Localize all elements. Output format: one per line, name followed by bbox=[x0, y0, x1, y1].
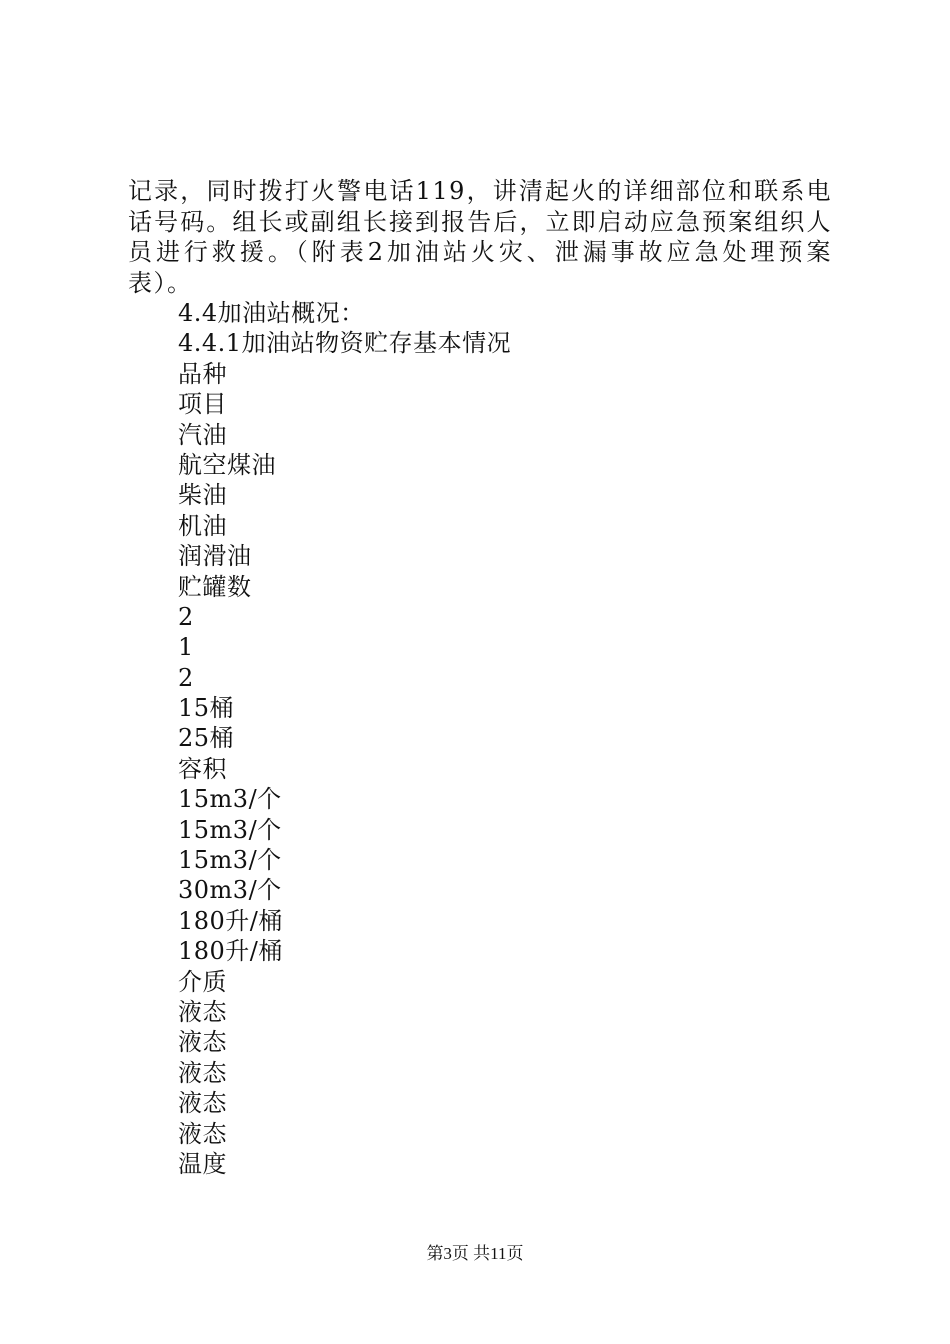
text-line: 15m3/个 bbox=[178, 815, 282, 844]
text-line: 介质 bbox=[178, 967, 227, 996]
text-line: 容积 bbox=[178, 754, 227, 783]
text-line: 柴油 bbox=[178, 481, 227, 510]
body-paragraph: 记录，同时拨打火警电话119，讲清起火的详细部位和联系电话号码。组长或副组长接到报告后，立即启动应急预案组织人员进行救援。（附表2加油站火灾、泄漏事故应急处理预案表）。 bbox=[128, 177, 832, 297]
text-line: 180升/桶 bbox=[178, 937, 283, 966]
text-line: 15桶 bbox=[178, 694, 235, 723]
text-line: 汽油 bbox=[178, 420, 227, 449]
text-line: 品种 bbox=[178, 359, 227, 388]
page-footer: 第3页 共11页 bbox=[426, 1244, 524, 1263]
text-line: 润滑油 bbox=[178, 542, 252, 571]
text-line: 180升/桶 bbox=[178, 906, 283, 935]
text-line: 25桶 bbox=[178, 724, 235, 753]
text-line: 2 bbox=[178, 602, 194, 631]
subsection-heading: 4.4.1加油站物资贮存基本情况 bbox=[178, 329, 512, 358]
text-line: 液态 bbox=[178, 1058, 227, 1087]
text-line: 2 bbox=[178, 663, 194, 692]
text-line: 30m3/个 bbox=[178, 876, 282, 905]
text-line: 液态 bbox=[178, 1119, 227, 1148]
section-heading: 4.4加油站概况： bbox=[178, 299, 365, 327]
text-line: 机油 bbox=[178, 511, 227, 540]
text-line: 1 bbox=[178, 633, 194, 662]
text-line: 15m3/个 bbox=[178, 846, 282, 875]
text-line: 项目 bbox=[178, 390, 227, 419]
content-lines bbox=[178, 298, 511, 1179]
text-line: 15m3/个 bbox=[178, 785, 282, 814]
text-line: 液态 bbox=[178, 997, 227, 1026]
text-line: 液态 bbox=[178, 1028, 227, 1057]
text-line: 贮罐数 bbox=[178, 572, 252, 601]
text-line: 液态 bbox=[178, 1089, 227, 1118]
text-line: 航空煤油 bbox=[178, 450, 276, 479]
text-line: 温度 bbox=[178, 1149, 227, 1178]
